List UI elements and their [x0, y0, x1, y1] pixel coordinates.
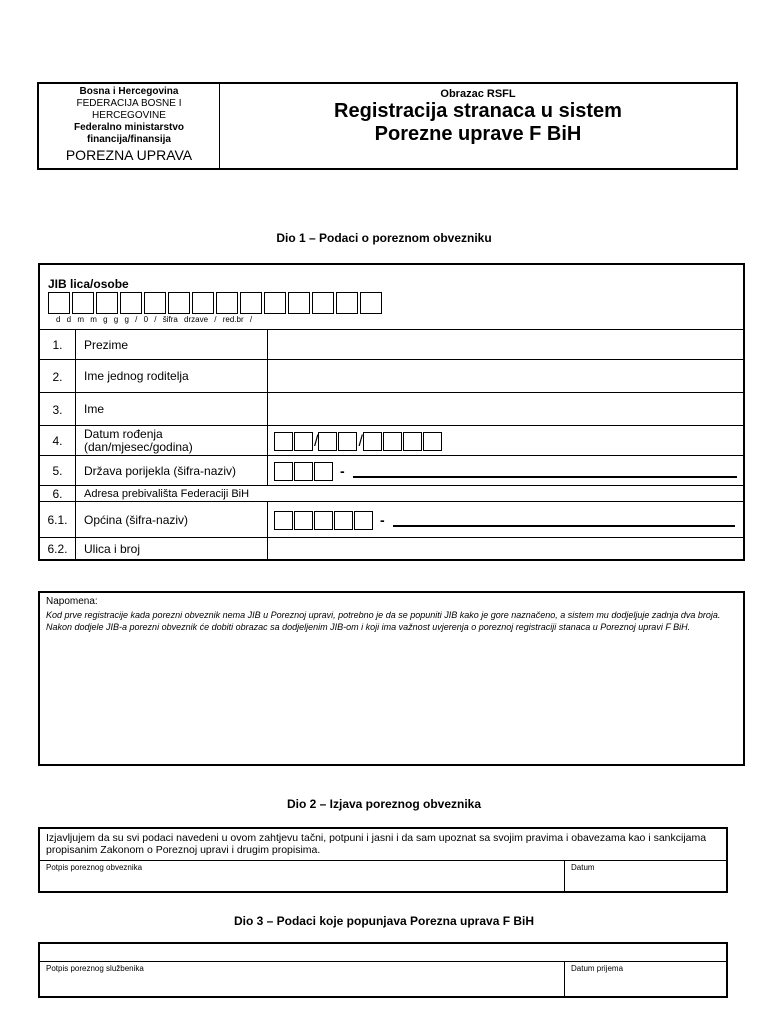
jib-cell[interactable]	[264, 292, 286, 314]
jib-cell[interactable]	[120, 292, 142, 314]
jib-caption: d d m m g g g / 0 / šifra drzave / red.br /	[56, 315, 253, 324]
date-cell[interactable]	[318, 432, 337, 451]
date-field[interactable]	[565, 861, 726, 896]
note-heading: Napomena:	[46, 596, 98, 607]
row-number: 6.2.	[40, 538, 76, 560]
municipality-code-cell[interactable]	[314, 511, 333, 530]
form-code: Obrazac RSFL	[440, 88, 516, 100]
first-name-field[interactable]	[268, 393, 743, 426]
issuer-agency: POREZNA UPRAVA	[65, 147, 193, 163]
country-code-cell[interactable]	[314, 462, 333, 481]
declaration-text: Izjavljujem da su svi podaci navedeni u ovom zahtjevu tačni, potpuni i jasni i da sam upoznat sa svojim pravima i obavezama kao i sankcijama propisanim Zakonom o Poreznoj upravi i drugim propisima.	[46, 832, 707, 856]
row-label: Država porijekla (šifra-naziv)	[76, 456, 268, 486]
part3-title: Dio 3 – Podaci koje popunjava Porezna uprava F BiH	[233, 914, 535, 928]
dash-separator: -	[380, 512, 385, 528]
taxpayer-signature-label: Potpis poreznog obveznika	[46, 863, 143, 872]
municipality-field[interactable]	[268, 502, 743, 538]
parent-name-field[interactable]	[268, 360, 743, 393]
street-field[interactable]	[268, 538, 743, 560]
municipality-code-cell[interactable]	[354, 511, 373, 530]
row-municipality	[40, 501, 743, 538]
row-label: Prezime	[76, 330, 268, 360]
jib-cell[interactable]	[168, 292, 190, 314]
date-cell[interactable]	[403, 432, 422, 451]
row-label: Ime	[76, 393, 268, 426]
jib-cell[interactable]	[72, 292, 94, 314]
jib-cell[interactable]	[48, 292, 70, 314]
row-parent-name	[40, 359, 743, 393]
date-cell[interactable]	[274, 432, 293, 451]
dash-separator: -	[340, 463, 345, 479]
row-number: 2.	[40, 360, 76, 393]
jib-cell[interactable]	[360, 292, 382, 314]
jib-cell[interactable]	[96, 292, 118, 314]
row-label: Ulica i broj	[76, 538, 268, 560]
row-number: 3.	[40, 393, 76, 426]
row-number: 6.	[40, 486, 76, 502]
row-birth-date	[40, 425, 743, 456]
row-label: Datum rođenja (dan/mjesec/godina)	[76, 426, 268, 456]
row-number: 5.	[40, 456, 76, 486]
date-cell[interactable]	[423, 432, 442, 451]
form-title-line1: Registracija stranaca u sistem	[334, 100, 622, 122]
issuer-block	[39, 84, 220, 168]
row-surname	[40, 329, 743, 360]
jib-input-cells[interactable]	[48, 292, 384, 314]
date-cell[interactable]	[383, 432, 402, 451]
date-cell[interactable]	[294, 432, 313, 451]
country-code-cell[interactable]	[294, 462, 313, 481]
surname-field[interactable]	[268, 330, 743, 360]
issuer-country: Bosna i Hercegovina	[79, 86, 179, 97]
officer-signature-label: Potpis poreznog službenika	[46, 964, 144, 973]
date-cell[interactable]	[338, 432, 357, 451]
form-header	[37, 82, 738, 170]
row-street	[40, 537, 743, 560]
issuer-ministry-2: financija/finansija	[87, 134, 171, 145]
office-section	[38, 942, 728, 998]
jib-cell[interactable]	[312, 292, 334, 314]
country-code-cell[interactable]	[274, 462, 293, 481]
municipality-code-cell[interactable]	[274, 511, 293, 530]
row-address	[40, 485, 743, 502]
date-cell[interactable]	[363, 432, 382, 451]
municipality-code-cell[interactable]	[334, 511, 353, 530]
note-box	[38, 591, 745, 766]
municipality-name-line[interactable]	[393, 513, 735, 527]
row-country-origin	[40, 455, 743, 486]
birth-date-field[interactable]	[268, 426, 743, 456]
country-name-line[interactable]	[353, 464, 737, 478]
date-separator: /	[314, 432, 319, 450]
declaration-section	[38, 827, 728, 893]
receipt-date-label: Datum prijema	[571, 964, 624, 973]
form-title-line2: Porezne uprave F BiH	[374, 123, 582, 145]
row-label: Adresa prebivališta Federaciji BiH	[84, 487, 250, 500]
office-signature-row	[40, 961, 726, 997]
issuer-federation-2: HERCEGOVINE	[92, 110, 166, 121]
part2-title: Dio 2 – Izjava poreznog obveznika	[286, 797, 482, 811]
officer-signature-field[interactable]	[40, 962, 565, 997]
jib-cell[interactable]	[288, 292, 310, 314]
jib-cell[interactable]	[192, 292, 214, 314]
row-label: Ime jednog roditelja	[76, 360, 268, 393]
row-label: Općina (šifra-naziv)	[76, 502, 268, 538]
receipt-date-field[interactable]	[565, 962, 726, 1001]
jib-cell[interactable]	[336, 292, 358, 314]
issuer-ministry-1: Federalno ministarstvo	[73, 122, 185, 133]
signature-row	[40, 860, 726, 892]
row-number: 6.1.	[40, 502, 76, 538]
part1-title: Dio 1 – Podaci o poreznom obvezniku	[276, 231, 492, 245]
jib-cell[interactable]	[144, 292, 166, 314]
jib-cell[interactable]	[216, 292, 238, 314]
taxpayer-data-section	[38, 263, 745, 561]
date-separator: /	[358, 432, 363, 450]
jib-label: JIB lica/osobe	[48, 277, 129, 291]
issuer-federation-1: FEDERACIJA BOSNE I	[76, 98, 182, 109]
jib-cell[interactable]	[240, 292, 262, 314]
note-body: Kod prve registracije kada porezni obveznik nema JIB u Poreznoj upravi, potrebno je da se popuniti JIB kako je gore naznačeno, a sistem mu dodjeljuje zadnja dva broja. Nakon dodjele JIB-a porezni obveznik će dobiti obrazac sa dodjeljenim JIB-om i koji ima važnost uvjerenja o poreznoj registraciji stanaca u Poreznoj upravi F BiH.	[46, 610, 721, 632]
title-block	[220, 84, 736, 168]
row-number: 1.	[40, 330, 76, 360]
date-label: Datum	[571, 863, 595, 872]
row-first-name	[40, 392, 743, 426]
country-origin-field[interactable]	[268, 456, 743, 486]
row-number: 4.	[40, 426, 76, 456]
taxpayer-signature-field[interactable]	[40, 861, 565, 892]
municipality-code-cell[interactable]	[294, 511, 313, 530]
